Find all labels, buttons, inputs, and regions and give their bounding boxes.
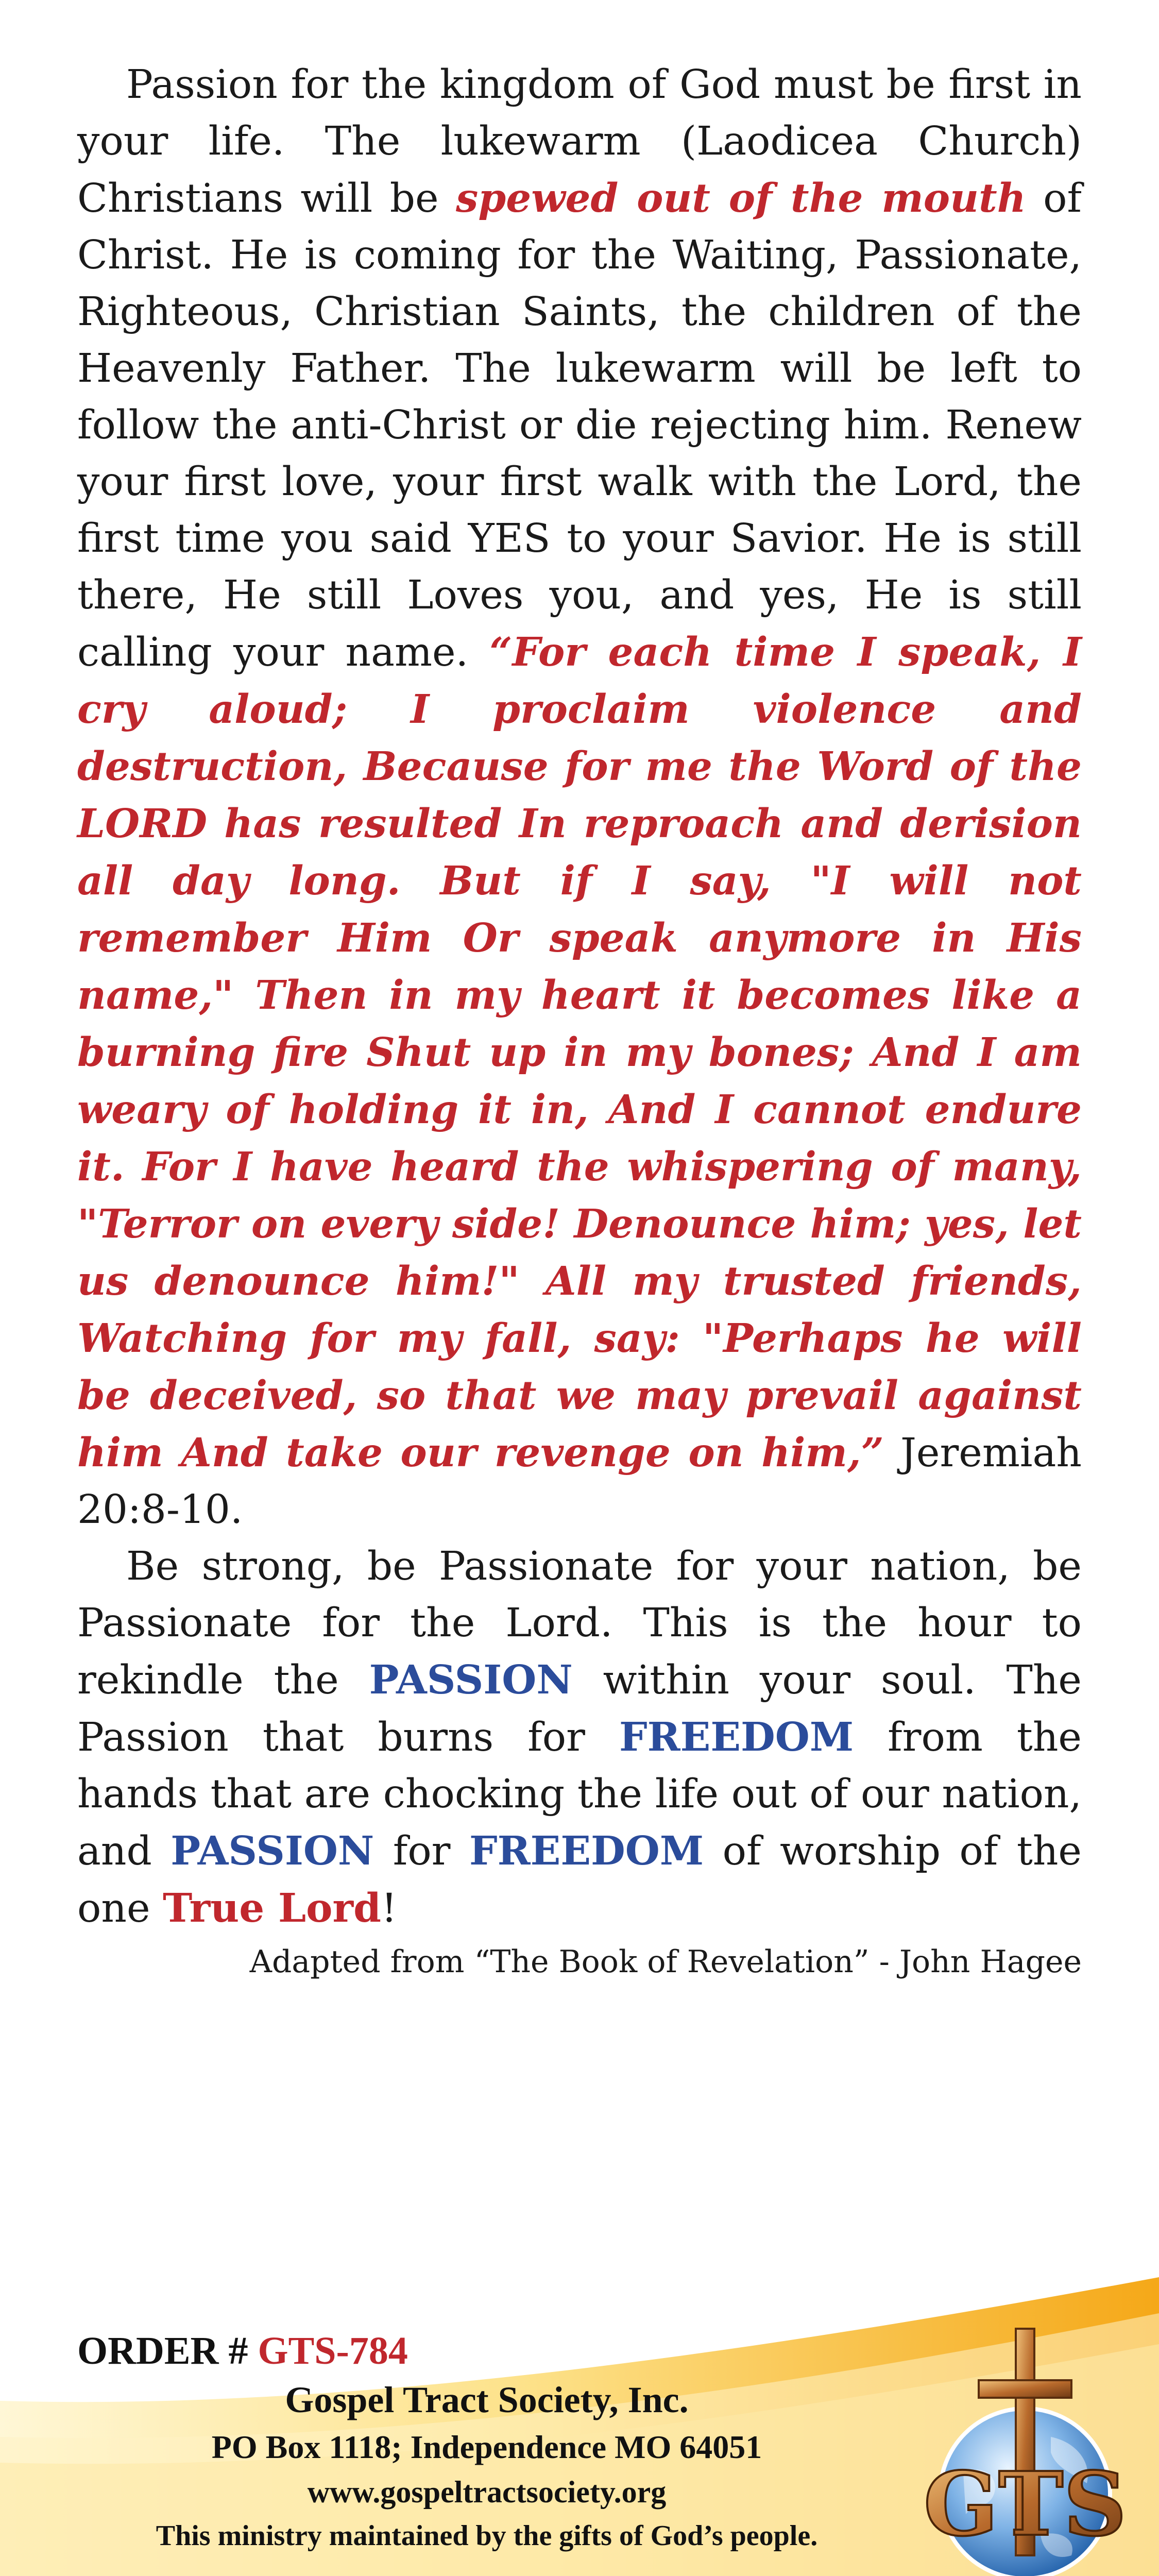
- website-link[interactable]: www.gospeltractsociety.org: [307, 2475, 667, 2509]
- tract-body: [77, 57, 1082, 1985]
- passion-word-1: PASSION: [369, 1657, 573, 1703]
- p1-text-a: Passion for the kingdom of God must be first in your life. The lukewarm (Laodicea Church) Christians will be: [77, 62, 1082, 222]
- scripture-reference: Jeremiah 20:8-10.: [77, 1430, 1082, 1533]
- freedom-word-2: FREEDOM: [469, 1828, 704, 1874]
- publisher-info: [77, 2375, 896, 2557]
- paragraph-1: [77, 57, 1082, 1538]
- logo-letters: GTS: [923, 2453, 1127, 2556]
- ministry-note: This ministry maintained by the gifts of God’s people.: [156, 2520, 818, 2552]
- paragraph-2: [77, 1538, 1082, 1937]
- p2-text-d: for: [374, 1828, 469, 1874]
- order-code: GTS-784: [258, 2329, 408, 2372]
- jeremiah-quote: “For each time I speak, I cry aloud; I proclaim violence and destruction, Because for me the Word of the LORD has resulted In reproach and derision all day long. But if I say, "I will not remember Him Or speak anymore in His name," Then in my heart it becomes like a burning fire Shut up in my bones; And I am weary of holding it in, And I cannot endure it. For I have heard the whispering of many, "Terror on every side! Denounce him; yes, let us denounce him!" All my trusted friends, Watching for my fall, say: "Perhaps he will be deceived, so that we may prevail against him And take our revenge on him,”: [77, 629, 1082, 1476]
- gts-logo-icon: [922, 2318, 1128, 2576]
- order-label: ORDER #: [77, 2329, 258, 2372]
- org-name: Gospel Tract Society, Inc.: [285, 2379, 689, 2420]
- p2-end: !: [381, 1886, 397, 1931]
- p2-text-c: from the hands that are chocking the life out of our nation, and: [77, 1715, 1082, 1874]
- p1-text-b: of Christ. He is coming for the Waiting, Passionate, Righteous, Christian Saints, the children of the Heavenly Father. The lukewarm will be left to follow the anti-Christ or die rejecting him. Renew your first love, your first walk with the Lord, the first time you said YES to your Savior. He is still there, He still Loves you, and yes, He is still calling your name.: [77, 176, 1082, 675]
- p2-text-b: within your soul. The Passion that burns for: [77, 1657, 1082, 1760]
- p2-text-e: of worship of the one: [77, 1828, 1082, 1931]
- order-number: [77, 2328, 408, 2374]
- passion-word-2: PASSION: [171, 1828, 374, 1874]
- p2-text-a: Be strong, be Passionate for your nation, be Passionate for the Lord. This is the hour to rekindle the: [77, 1544, 1082, 1703]
- address: PO Box 1118; Independence MO 64051: [211, 2429, 762, 2465]
- attribution: Adapted from “The Book of Revelation” - John Hagee: [249, 1944, 1082, 1980]
- true-lord: True Lord: [163, 1885, 381, 1931]
- freedom-word-1: FREEDOM: [619, 1714, 854, 1760]
- emphasis-spewed: spewed out of the mouth: [456, 175, 1026, 222]
